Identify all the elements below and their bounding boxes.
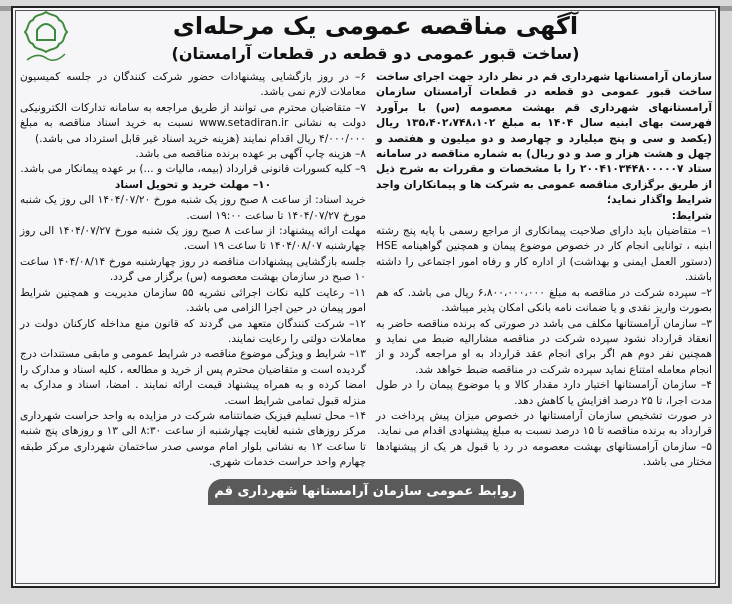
condition-item: ۱۲– شرکت کنندگان متعهد می گردند که قانون منع مداخله کارکنان دولت در معاملات دولتی را رعایت نمایند. bbox=[20, 317, 366, 345]
footer-area bbox=[13, 471, 718, 505]
condition-item: ۳– سازمان آرامستانها مکلف می باشد در صورتی که برنده مناقصه حاضر به انعقاد قرارداد نشود سپرده شرکت در مناقصه مشارالیه ضبط می نماید و همچنین نفر دوم هم اگر برای انجام عقد قرارداد به او مراجعه گردد و از انجام معامله امتناع نماید سپرده شرکت در مناقصه ضبط خواهد شد. bbox=[376, 317, 712, 376]
left-column bbox=[20, 70, 366, 471]
condition-item: ۵– سازمان آرامستانهای بهشت معصومه در رد یا قبول هر یک از پیشنهادها مختار می باشد. bbox=[376, 440, 712, 469]
deadline-item: جلسه بازگشایی پیشنهادات مناقصه در روز چهارشنبه مورخ ۱۴۰۴/۰۸/۱۴ ساعت ۱۰ صبح در سازمان بهشت معصومه (س) برگزار می گردد. bbox=[20, 255, 366, 284]
deadline-heading: ۱۰– مهلت خرید و تحویل اسناد bbox=[114, 178, 272, 191]
conditions-heading: شرایط: bbox=[671, 209, 712, 222]
notice-frame bbox=[11, 6, 720, 588]
deadline-item: خرید اسناد: از ساعت ۸ صبح روز یک شنبه مورخ ۱۴۰۴/۰۷/۲۰ الی روز یک شنبه مورخ ۱۴۰۴/۰۷/۲۷ تا ساعت ۱۹:۰۰ است. bbox=[20, 194, 366, 222]
condition-item: ۱– متقاضیان باید دارای صلاحیت پیمانکاری از مراجع رسمی با پایه پنج رشته ابنیه ، توانایی انجام کار در خصوص موضوع پیمان و همچنین گواهینامه HSE (دستور العمل ایمنی و بهداشت) از اداره کار و رفاه امور اجتماعی را داشته باشند. bbox=[376, 225, 712, 284]
intro-paragraph: سازمان آرامستانها شهرداری قم در نظر دارد جهت اجرای ساخت ساخت قبور عمومی دو قطعه در قطعات آرامستان سازمان آرامستانهای شهرداری قم بهشت معصومه (س) با برآورد فهرست بهای ابنیه سال ۱۴۰۴ به مبلغ ۱۳۵،۴۰۲،۷۴۸،۱۰۲ ریال (یکصد و سی و پنج میلیارد و چهارصد و دو میلیون و هفتصد و چهل و هشت هزار و صد و دو ریال) به شماره مناقصه در سامانه ستاد ۲۰۰۴۱۰۳۴۴۸۰۰۰۰۰۷ را با مشخصات و مقررات به شرح ذیل از طریق برگزاری مناقصه عمومی به شرکت ها و پیمانکاران واجد شرایط واگذار نماید؛ bbox=[376, 71, 712, 207]
condition-item: ۷– متقاضیان محترم می توانند از طریق مراجعه به سامانه تدارکات الکترونیکی دولت به نشانی www.setadiran.ir نسبت به خرید اسناد مناقصه به مبلغ ۴/۰۰۰/۰۰۰ ریال اقدام نمایند (هزینه خرید اسناد غیر قابل استرداد می باشد.) bbox=[20, 101, 366, 145]
municipality-logo-icon bbox=[23, 10, 69, 64]
condition-item: ۱۱– رعایت کلیه نکات اجرائی نشریه ۵۵ سازمان مدیریت و همچنین شرایط امور پیمان در حین اجرا الزامی می باشد. bbox=[20, 286, 366, 315]
condition-item: ۱۴– محل تسلیم فیزیک ضمانتنامه شرکت در مزایده به واحد حراست شهرداری مرکز روزهای شنبه لغایت چهارشنبه از ساعت ۸:۳۰ الی ۱۳ و روزهای پنج شنبه تا ساعت ۱۲ به نشانی بلوار امام موسی صدر ساختمان شهرداری مرکز طبقه چهارم واحد حراست خدمات شهری. bbox=[20, 409, 366, 469]
notice-header bbox=[13, 8, 718, 66]
condition-item: ۶– در روز بازگشایی پیشنهادات حضور شرکت کنندگان در جلسه کمیسیون معاملات لازم نمی باشد. bbox=[20, 71, 366, 99]
condition-item: ۲– سپرده شرکت در مناقصه به مبلغ ۶،۸۰۰،۰۰۰،۰۰۰ ریال می باشد. که هم بصورت واریز نقدی و یا ضمانت نامه بانکی امکان پذیر میباشد. bbox=[376, 286, 713, 315]
notice-body bbox=[13, 70, 718, 471]
right-column bbox=[376, 70, 712, 471]
page-subtitle: (ساخت قبور عمومی دو قطعه در قطعات آرامستان) bbox=[171, 44, 580, 63]
condition-item: ۴– سازمان آرامستانها اختیار دارد مقدار کالا و یا موضوع پیمان را در طول مدت اجرا، تا ۲۵ درصد افزایش یا کاهش دهد. bbox=[376, 379, 712, 407]
page-title: آگهی مناقصه عمومی یک مرحله‌ای bbox=[172, 12, 579, 40]
condition-item: ۹– کلیه کسورات قانونی قرارداد (بیمه، مالیات و ...) بر عهده پیمانکار می باشد. bbox=[20, 163, 366, 176]
condition-item: ۱۳– شرایط و ویژگی موضوع مناقصه در شرایط عمومی و مابقی مستندات درج گردیده است و متقاضیان محترم پس از خرید و مطالعه ، کلیه اسناد و مدارک را امضا کرده و به همراه پیشنهاد قیمت ارائه نمایند . امضا، اسناد و مدارک به منزله قبول تمامی شرایط است. bbox=[20, 348, 366, 407]
footer-banner: روابط عمومی سازمان آرامستانها شهرداری قم bbox=[208, 479, 524, 505]
deadline-item: مهلت ارائه پیشنهاد: از ساعت ۸ صبح روز یک شنبه مورخ ۱۴۰۴/۰۷/۲۷ الی روز چهارشنبه ۱۴۰۴/۰۸/۰۷ تا ساعت ۱۹ است. bbox=[20, 225, 366, 253]
condition-item: ۸– هزینه چاپ آگهی بر عهده برنده مناقصه می باشد. bbox=[135, 148, 366, 161]
condition-item: در صورت تشخیص سازمان آرامستانها در خصوص میزان پیش پرداخت در قرارداد به برنده مناقصه تا ۱۵ درصد نسبت به مبلغ پیشنهادی اقدام می نماید. bbox=[376, 409, 712, 438]
